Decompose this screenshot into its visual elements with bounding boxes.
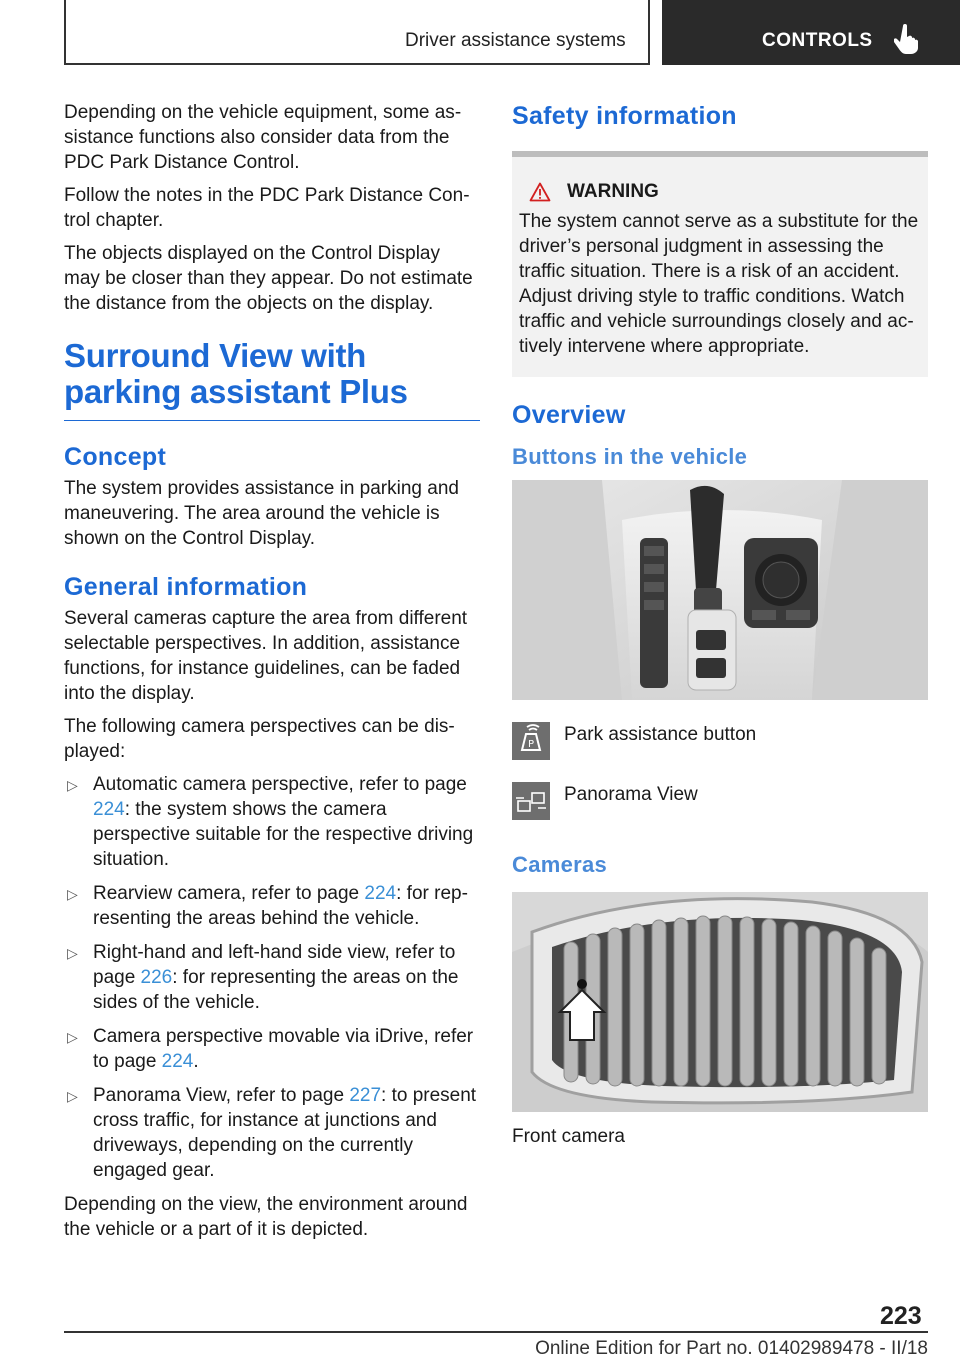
safety-information-heading: Safety information [512, 102, 737, 130]
list-item: ▷ Automatic camera perspective, refer to page 224: the system shows the camera perspective suitable for the respective driving situation. [67, 774, 474, 870]
list-item: ▷ Rearview camera, refer to page 224: for representing the areas behind the vehicle. [67, 883, 468, 929]
header-left-rule [64, 0, 66, 64]
intro-paragraph-2: Follow the notes in the PDC Park Distance Control chapter. [64, 185, 470, 231]
buttons-heading: Buttons in the vehicle [512, 444, 748, 469]
warning-header [519, 181, 922, 203]
svg-text:P: P [528, 739, 535, 750]
general-information-text: Several cameras capture the area from different selectable perspectives. In addition, assistance functions, for instance guidelines, can be faded into the display. [64, 608, 468, 704]
main-heading: Surround View with parking assistant Plus [64, 338, 480, 421]
concept-heading: Concept [64, 443, 167, 471]
controls-tab-label: CONTROLS [762, 30, 873, 51]
cameras-heading: Cameras [512, 852, 608, 877]
warning-box [512, 151, 928, 377]
perspectives-intro: The following camera perspectives can be displayed: [64, 716, 455, 762]
perspective-list [64, 772, 480, 1183]
bullet-triangle-icon: ▷ [67, 945, 78, 961]
left-column [64, 100, 480, 1250]
section-title: Driver assistance systems [405, 30, 626, 51]
bullet-triangle-icon: ▷ [67, 886, 78, 902]
page-link[interactable]: 224 [93, 799, 125, 820]
page-link[interactable]: 226 [140, 967, 173, 988]
front-camera-image [512, 892, 928, 1112]
footer-rule [64, 1331, 928, 1333]
front-camera-caption: Front camera [512, 1126, 625, 1147]
list-item: ▷ Right-hand and left-hand side view, refer to page 226: for representing the areas on the sides of the vehicle. [67, 942, 459, 1013]
page-link[interactable]: 224 [161, 1051, 194, 1072]
page-link[interactable]: 224 [364, 883, 397, 904]
park-assistance-label: Park assistance button [564, 724, 757, 745]
header-right-rule [648, 0, 650, 64]
bullet-triangle-icon: ▷ [67, 1029, 78, 1045]
bullet-triangle-icon: ▷ [67, 1088, 78, 1104]
center-console-image [512, 480, 928, 700]
page-number: 223 [880, 1302, 922, 1330]
overview-heading: Overview [512, 401, 626, 429]
panorama-view-label: Panorama View [564, 784, 698, 805]
header-bottom-rule [64, 63, 650, 65]
park-assistance-button-row [512, 722, 928, 760]
edition-note: Online Edition for Part no. 01402989478 - II/18 [535, 1338, 928, 1359]
hand-pointer-icon [894, 24, 920, 54]
warning-text: The system cannot serve as a substitute for the driver’s personal judgment in assessing the traffic situation. There is a risk of an accident. Adjust driving style to traffic conditions. Watch traffic and vehicle surroundings closely and actively intervene where appropriate. [519, 211, 919, 357]
panorama-view-icon [512, 782, 550, 820]
general-information-heading: General information [64, 573, 308, 601]
right-column [512, 100, 928, 1148]
warning-label: WARNING [567, 181, 659, 202]
park-assist-icon [512, 722, 550, 760]
page-link[interactable]: 227 [349, 1085, 382, 1106]
bullet-triangle-icon: ▷ [67, 777, 78, 793]
list-item: ▷ Panorama View, refer to page 227: to present cross traffic, for instance at junctions and driveways, depending on the currently engaged gear. [67, 1085, 477, 1181]
concept-text: The system provides assistance in parking and maneuvering. The area around the vehicle is shown on the Control Display. [64, 478, 459, 549]
closing-paragraph: Depending on the view, the environment around the vehicle or a part of it is depicted. [64, 1194, 468, 1240]
controls-tab[interactable] [662, 0, 960, 65]
panorama-view-button-row [512, 782, 928, 820]
list-item: ▷ Camera perspective movable via iDrive, refer to page 224. [67, 1026, 474, 1072]
warning-triangle-icon [529, 182, 551, 202]
intro-paragraph-1: Depending on the vehicle equipment, some assistance functions also consider data from the PDC Park Distance Control. [64, 102, 462, 173]
intro-paragraph-3: The objects displayed on the Control Display may be closer than they appear. Do not estimate the distance from the objects on the display. [64, 243, 473, 314]
